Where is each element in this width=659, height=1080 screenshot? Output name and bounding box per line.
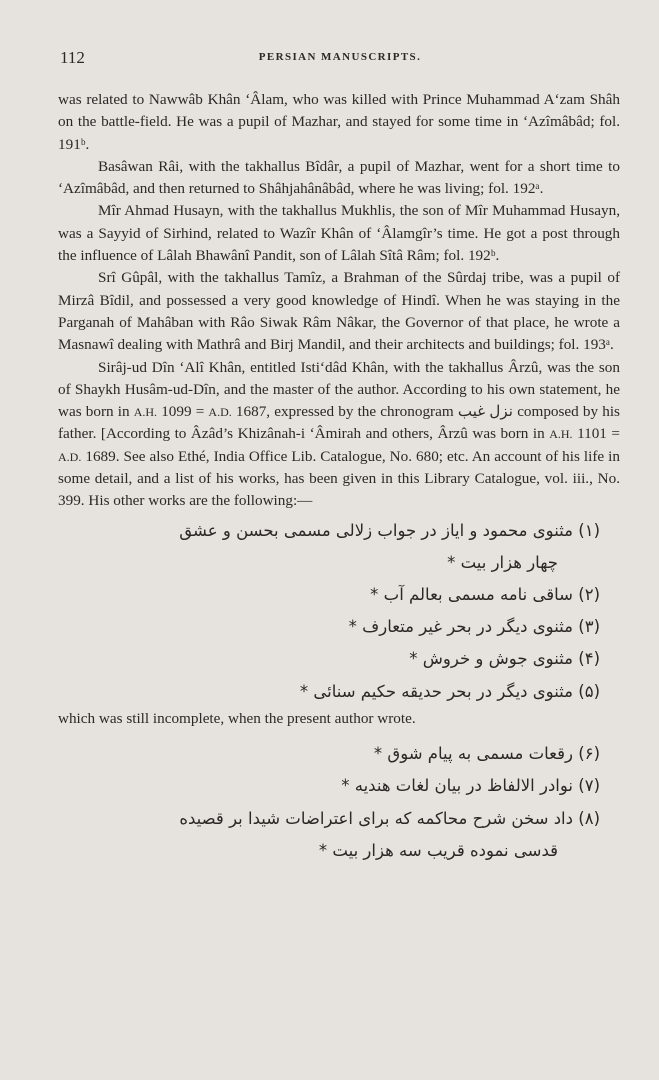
paragraph-3: Mîr Ahmad Husayn, with the takhallus Mukhlis, the son of Mîr Muhammad Husayn, was a Sayyid of Sirhind, related to Wazîr Khân of ‘Âlamgîr’s time. He got a post through the influence of Lâlah Bhawânî Pandit, son of Lâlah Sîtâ Râm; fol. 192ᵇ. bbox=[58, 202, 620, 265]
work-item: (۶) رقعات مسمی به پیام شوق * bbox=[373, 744, 600, 764]
work-item: (۱) مثنوی محمود و ایاز در جواب زلالی مسمی بحسن و عشق چهار هزار بیت * bbox=[179, 520, 600, 572]
works-list-1 bbox=[58, 515, 600, 708]
work-item: (۲) ساقی نامه مسمی بعالم آب * bbox=[370, 585, 600, 605]
page-number: 112 bbox=[60, 48, 85, 67]
paragraph-4: Srî Gûpâl, with the takhallus Tamîz, a Brahman of the Sûrdaj tribe, was a pupil of Mirzâ Bîdil, and possessed a very good knowledge of Hindî. When he was staying in the Parganah of Mahâban with Râo Siwak Râm Nâkar, the Governor of that place, he wrote a Masnawî dealing with Mathrâ and Birj Mandil, and their architects and buildings; fol. 193ᵃ. bbox=[58, 269, 620, 354]
paragraph-2: Basâwan Râi, with the takhallus Bîdâr, a pupil of Mazhar, went for a short time to ‘Azîmâbâd, and then returned to Shâhjahânâbâd, where he was living; fol. 192ᵃ. bbox=[58, 157, 620, 198]
paragraph-5: Sirâj-ud Dîn ‘Alî Khân, entitled Isti‘dâd Khân, with the takhallus Ârzû, was the son of Shaykh Husâm-ud-Dîn, and the master of the author. According to his own statement, he was born in A.H. 1099 = A.D. 1687, expressed by the chronogram نزل غیب composed by his father. [According to Âzâd’s Khizânah-i ‘Âmirah and others, Ârzû was born in A.H. 1101 = A.D. 1689. See also Ethé, India Office Lib. Catalogue, No. 680; etc. An account of his life in some detail, and a list of his works, has been given in this Library Catalogue, vol. iii., No. 399. His other works are the following:— bbox=[58, 358, 620, 510]
page-header bbox=[60, 48, 620, 70]
work-item: (۴) مثنوی جوش و خروش * bbox=[409, 649, 600, 669]
paragraph-1: was related to Nawwâb Khân ‘Âlam, who was killed with Prince Muhammad A‘zam Shâh on the battle-field. He was a pupil of Mazhar, and stayed for some time in ‘Azîmâbâd; fol. 191ᵇ. bbox=[58, 91, 620, 153]
work-item: (۵) مثنوی دیگر در بحر حدیقه حکیم سنائی * bbox=[299, 681, 600, 701]
work-item: (۸) داد سخن شرح محاکمه که برای اعتراضات شیدا بر قصیده قدسی نموده قریب سه هزار بیت * bbox=[179, 808, 600, 860]
body-text bbox=[58, 89, 620, 867]
work-item: (۳) مثنوی دیگر در بحر غیر متعارف * bbox=[348, 617, 600, 637]
running-title: PERSIAN MANUSCRIPTS. bbox=[258, 51, 422, 63]
works-list-2 bbox=[58, 738, 600, 867]
chronogram: نزل غیب bbox=[457, 403, 514, 421]
work-item: (۷) نوادر الالفاظ در بیان لغات هندیه * bbox=[341, 776, 600, 796]
middle-text: which was still incomplete, when the present author wrote. bbox=[58, 709, 416, 727]
